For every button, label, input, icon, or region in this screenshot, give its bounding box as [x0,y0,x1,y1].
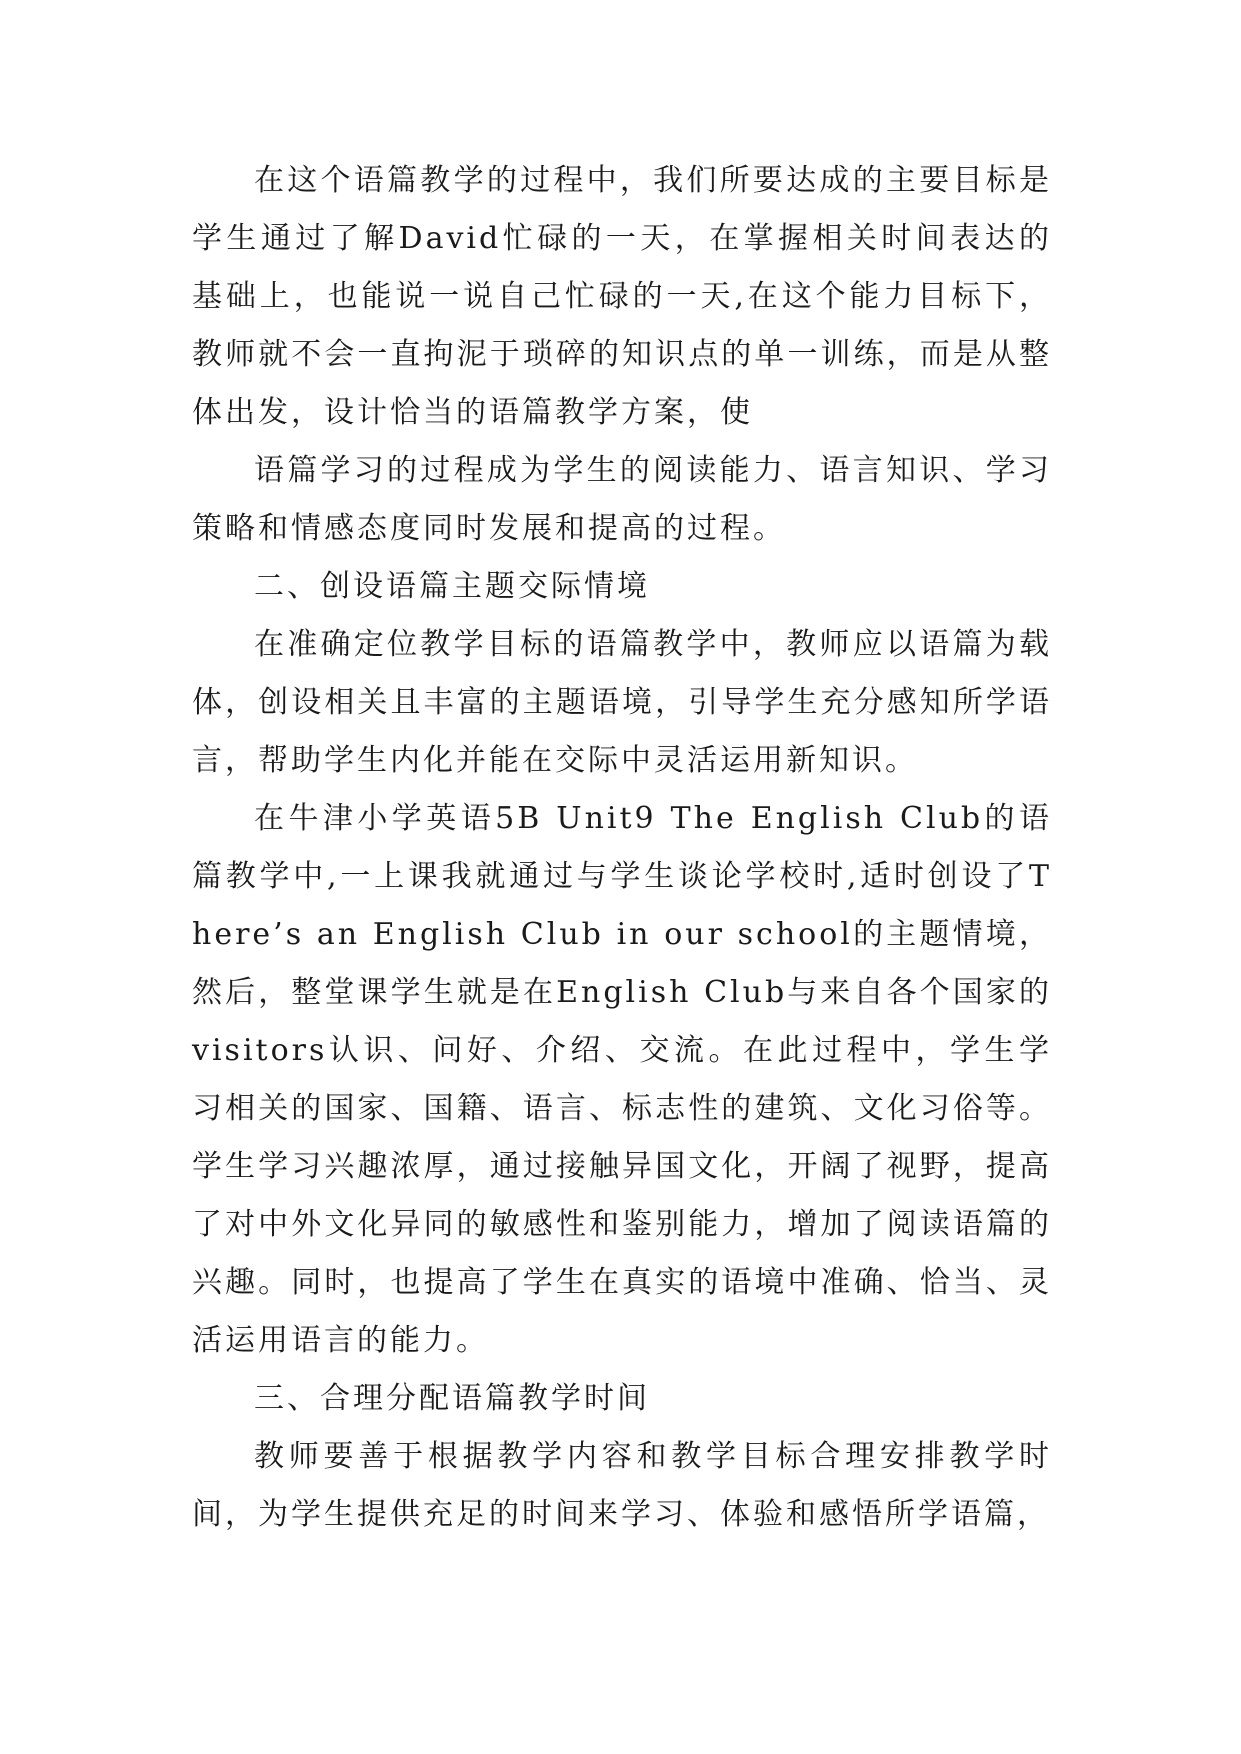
body-paragraph: 在准确定位教学目标的语篇教学中，教师应以语篇为载体，创设相关且丰富的主题语境，引导学生充分感知所学语言，帮助学生内化并能在交际中灵活运用新知识。 [192,627,1052,778]
body-paragraph: 语篇学习的过程成为学生的阅读能力、语言知识、学习策略和情感态度同时发展和提高的过程。 [192,453,1052,546]
body-paragraph: 教师要善于根据教学内容和教学目标合理安排教学时间，为学生提供充足的时间来学习、体验和感悟所学语篇， [192,1439,1052,1532]
section-heading: 三、合理分配语篇教学时间 [254,1381,650,1416]
body-paragraph: 在这个语篇教学的过程中，我们所要达成的主要目标是学生通过了解David忙碌的一天，在掌握相关时间表达的基础上，也能说一说自己忙碌的一天,在这个能力目标下，教师就不会一直拘泥于琐碎的知识点的单一训练，而是从整体出发，设计恰当的语篇教学方案，使 [192,163,1052,430]
body-paragraph: 在牛津小学英语5B Unit9 The English Club的语篇教学中,一上课我就通过与学生谈论学校时,适时创设了There’s an English Club in our school的主题情境，然后，整堂课学生就是在English Club与来自各个国家的visitors认识、问好、介绍、交流。在此过程中，学生学习相关的国家、国籍、语言、标志性的建筑、文化习俗等。学生学习兴趣浓厚，通过接触异国文化，开阔了视野，提高了对中外文化异同的敏感性和鉴别能力，增加了阅读语篇的兴趣。同时，也提高了学生在真实的语境中准确、恰当、灵活运用语言的能力。 [192,801,1052,1358]
document-body [192,152,1052,1544]
section-heading: 二、创设语篇主题交际情境 [254,569,650,604]
